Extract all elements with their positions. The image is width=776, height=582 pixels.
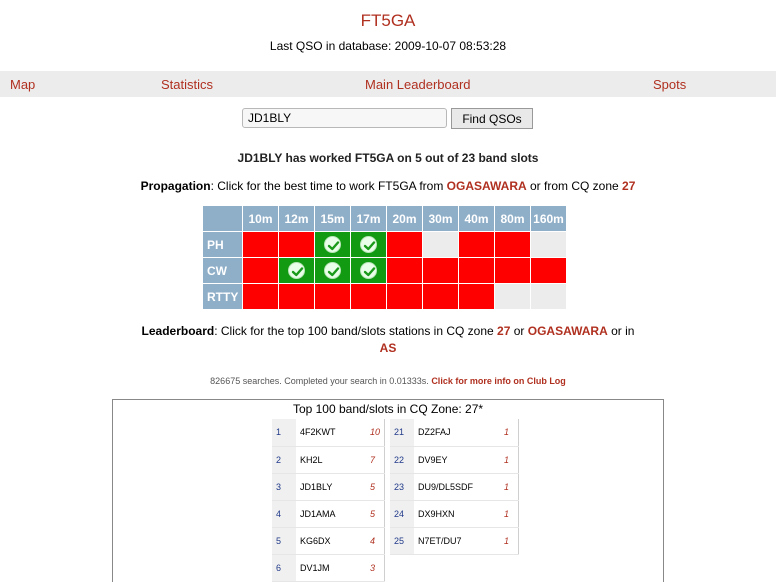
rank-cell: 24 xyxy=(390,500,414,527)
leaderboard-row xyxy=(390,419,518,446)
grid-row-rtty xyxy=(203,284,566,309)
slot-cell-cw-12m[interactable] xyxy=(279,258,314,283)
callsign-cell[interactable]: 4F2KWT xyxy=(296,419,366,446)
find-qsos-button[interactable]: Find QSOs xyxy=(451,108,533,129)
slot-cell-cw-40m[interactable] xyxy=(459,258,494,283)
nav-statistics-link[interactable]: Statistics xyxy=(161,77,214,92)
callsign-cell[interactable]: DV9EY xyxy=(414,446,500,473)
check-icon xyxy=(360,262,377,279)
top100-left-column xyxy=(272,419,385,582)
leaderboard-line xyxy=(120,323,656,357)
slot-count-cell: 3 xyxy=(366,554,385,581)
callsign-cell[interactable]: KG6DX xyxy=(296,527,366,554)
top100-title: Top 100 band/slots in CQ Zone: 27* xyxy=(292,402,484,416)
slot-cell-ph-17m[interactable] xyxy=(351,232,386,257)
slot-cell-cw-80m[interactable] xyxy=(495,258,530,283)
slot-cell-rtty-30m[interactable] xyxy=(423,284,458,309)
grid-row-ph xyxy=(203,232,566,257)
page-title: FT5GA xyxy=(360,11,416,30)
mode-label: PH xyxy=(203,232,242,257)
leaderboard-row xyxy=(390,473,518,500)
callsign-cell[interactable]: JD1BLY xyxy=(296,473,366,500)
callsign-cell[interactable]: DZ2FAJ xyxy=(414,419,500,446)
leaderboard-or-in-text: or in xyxy=(607,324,635,338)
slot-cell-ph-30m xyxy=(423,232,458,257)
leaderboard-text: : Click for the top 100 band/slots stations in CQ zone xyxy=(214,324,498,338)
leaderboard-row xyxy=(272,500,385,527)
callsign-cell[interactable]: JD1AMA xyxy=(296,500,366,527)
band-slot-grid xyxy=(202,205,567,310)
leaderboard-country-link[interactable]: OGASAWARA xyxy=(527,324,608,338)
rank-cell: 4 xyxy=(272,500,296,527)
callsign-cell[interactable]: DX9HXN xyxy=(414,500,500,527)
rank-cell: 2 xyxy=(272,446,296,473)
nav-bar xyxy=(0,71,776,97)
slot-count-cell: 1 xyxy=(500,419,518,446)
slot-count-cell: 7 xyxy=(366,446,385,473)
nav-spots-link[interactable]: Spots xyxy=(653,77,687,92)
band-header-160m: 160m xyxy=(531,206,566,231)
top100-right-column xyxy=(390,419,519,555)
propagation-zone-link[interactable]: 27 xyxy=(622,179,636,193)
band-header-20m: 20m xyxy=(387,206,422,231)
rank-cell: 5 xyxy=(272,527,296,554)
propagation-label: Propagation xyxy=(140,179,211,193)
nav-leaderboard-link[interactable]: Main Leaderboard xyxy=(365,77,471,92)
rank-cell: 1 xyxy=(272,419,296,446)
last-qso-text: Last QSO in database: 2009-10-07 08:53:28 xyxy=(269,39,507,53)
leaderboard-row xyxy=(272,473,385,500)
leaderboard-row xyxy=(272,527,385,554)
slot-count-cell: 10 xyxy=(366,419,385,446)
slot-cell-cw-15m[interactable] xyxy=(315,258,350,283)
slot-cell-cw-17m[interactable] xyxy=(351,258,386,283)
propagation-line xyxy=(0,179,776,193)
callsign-cell[interactable]: N7ET/DU7 xyxy=(414,527,500,554)
slot-count-cell: 1 xyxy=(500,500,518,527)
slot-cell-rtty-160m xyxy=(531,284,566,309)
check-icon xyxy=(288,262,305,279)
leaderboard-or-text: or xyxy=(510,324,528,338)
band-header-12m: 12m xyxy=(279,206,314,231)
propagation-text: : Click for the best time to work FT5GA from xyxy=(210,179,447,193)
check-icon xyxy=(360,236,377,253)
band-header-40m: 40m xyxy=(459,206,494,231)
rank-cell: 25 xyxy=(390,527,414,554)
leaderboard-row xyxy=(390,446,518,473)
slot-cell-ph-10m[interactable] xyxy=(243,232,278,257)
slot-cell-rtty-12m[interactable] xyxy=(279,284,314,309)
band-header-10m: 10m xyxy=(243,206,278,231)
grid-corner xyxy=(203,206,242,231)
slot-cell-rtty-40m[interactable] xyxy=(459,284,494,309)
slot-cell-ph-80m[interactable] xyxy=(495,232,530,257)
band-header-80m: 80m xyxy=(495,206,530,231)
slot-cell-rtty-17m[interactable] xyxy=(351,284,386,309)
slot-cell-ph-15m[interactable] xyxy=(315,232,350,257)
slot-cell-rtty-15m[interactable] xyxy=(315,284,350,309)
slot-count-cell: 5 xyxy=(366,500,385,527)
leaderboard-continent-link[interactable]: AS xyxy=(379,341,397,355)
search-stats-text: 826675 searches. Completed your search in 0.01333s. xyxy=(210,376,432,386)
slot-cell-ph-20m[interactable] xyxy=(387,232,422,257)
callsign-cell[interactable]: KH2L xyxy=(296,446,366,473)
leaderboard-row xyxy=(390,527,518,554)
leaderboard-zone-link[interactable]: 27 xyxy=(497,324,511,338)
worked-summary: JD1BLY has worked FT5GA on 5 out of 23 band slots xyxy=(237,151,539,165)
callsign-cell[interactable]: DV1JM xyxy=(296,554,366,581)
slot-count-cell: 1 xyxy=(500,446,518,473)
rank-cell: 23 xyxy=(390,473,414,500)
slot-count-cell: 1 xyxy=(500,473,518,500)
band-header-17m: 17m xyxy=(351,206,386,231)
slot-cell-rtty-10m[interactable] xyxy=(243,284,278,309)
club-log-info-link[interactable]: Click for more info on Club Log xyxy=(431,376,566,386)
slot-cell-cw-30m[interactable] xyxy=(423,258,458,283)
band-header-30m: 30m xyxy=(423,206,458,231)
slot-cell-cw-160m[interactable] xyxy=(531,258,566,283)
search-stats xyxy=(0,376,776,386)
propagation-mid-text: or from CQ zone xyxy=(526,179,623,193)
slot-count-cell: 4 xyxy=(366,527,385,554)
band-header-15m: 15m xyxy=(315,206,350,231)
slot-cell-cw-20m[interactable] xyxy=(387,258,422,283)
mode-label: RTTY xyxy=(203,284,242,309)
grid-row-cw xyxy=(203,258,566,283)
slot-cell-ph-40m[interactable] xyxy=(459,232,494,257)
callsign-cell[interactable]: DU9/DL5SDF xyxy=(414,473,500,500)
mode-label: CW xyxy=(203,258,242,283)
rank-cell: 21 xyxy=(390,419,414,446)
leaderboard-label: Leaderboard xyxy=(141,324,215,338)
slot-cell-cw-10m[interactable] xyxy=(243,258,278,283)
nav-map-link[interactable]: Map xyxy=(10,77,36,92)
slot-count-cell: 1 xyxy=(500,527,518,554)
leaderboard-row xyxy=(272,446,385,473)
slot-cell-ph-160m xyxy=(531,232,566,257)
rank-cell: 6 xyxy=(272,554,296,581)
slot-count-cell: 5 xyxy=(366,473,385,500)
leaderboard-row xyxy=(272,419,385,446)
leaderboard-row xyxy=(390,500,518,527)
check-icon xyxy=(324,262,341,279)
callsign-search-input[interactable] xyxy=(242,108,447,128)
slot-cell-rtty-20m[interactable] xyxy=(387,284,422,309)
slot-cell-ph-12m[interactable] xyxy=(279,232,314,257)
slot-cell-rtty-80m xyxy=(495,284,530,309)
check-icon xyxy=(324,236,341,253)
rank-cell: 22 xyxy=(390,446,414,473)
propagation-country-link[interactable]: OGASAWARA xyxy=(446,179,527,193)
top100-panel xyxy=(112,399,664,582)
leaderboard-row xyxy=(272,554,385,581)
rank-cell: 3 xyxy=(272,473,296,500)
